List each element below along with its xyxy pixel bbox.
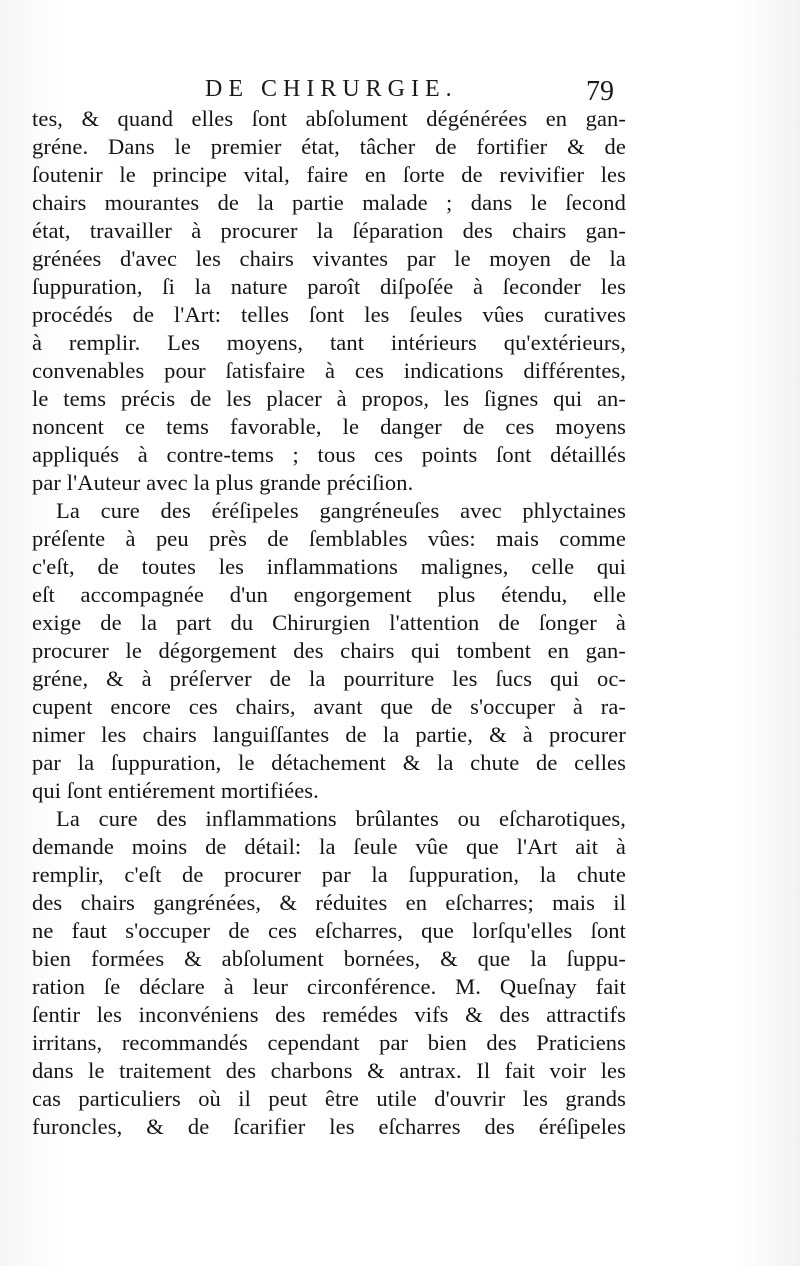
text-line: La cure des inflammations brûlantes ou eſcharotiques, bbox=[56, 806, 626, 831]
page-header bbox=[0, 70, 800, 110]
text-line: irritans, recommandés cependant par bien des Praticiens bbox=[32, 1030, 626, 1055]
text-line: le tems précis de les placer à propos, les ſignes qui an- bbox=[32, 386, 626, 411]
text-line: ſuppuration, ſi la nature paroît diſpoſée à ſeconder les bbox=[32, 274, 626, 299]
text-line: bien formées & abſolument bornées, & que la ſuppu- bbox=[32, 946, 626, 971]
text-line: chairs mourantes de la partie malade ; dans le ſecond bbox=[32, 190, 626, 215]
text-line: cas particuliers où il peut être utile d'ouvrir les grands bbox=[32, 1086, 626, 1111]
text-line: état, travailler à procurer la ſéparation des chairs gan- bbox=[32, 218, 626, 243]
text-line: convenables pour ſatisfaire à ces indications différentes, bbox=[32, 358, 626, 383]
text-line: remplir, c'eſt de procurer par la ſuppuration, la chute bbox=[32, 862, 626, 887]
text-line: ration ſe déclare à leur circonférence. M. Queſnay fait bbox=[32, 974, 626, 999]
text-line: dans le traitement des charbons & antrax. Il fait voir les bbox=[32, 1058, 626, 1083]
text-line: à remplir. Les moyens, tant intérieurs qu'extérieurs, bbox=[32, 330, 626, 355]
text-line: qui ſont entiérement mortifiées. bbox=[32, 778, 319, 803]
text-line: eſt accompagnée d'un engorgement plus étendu, elle bbox=[32, 582, 626, 607]
text-line: procurer le dégorgement des chairs qui tombent en gan- bbox=[32, 638, 626, 663]
text-line: par la ſuppuration, le détachement & la chute de celles bbox=[32, 750, 626, 775]
text-line: ne faut s'occuper de ces eſcharres, que lorſqu'elles ſont bbox=[32, 918, 626, 943]
text-line: tes, & quand elles ſont abſolument dégénérées en gan- bbox=[32, 106, 626, 131]
text-line: préſente à peu près de ſemblables vûes: mais comme bbox=[32, 526, 626, 551]
text-line: appliqués à contre-tems ; tous ces points ſont détaillés bbox=[32, 442, 626, 467]
text-line: nimer les chairs languiſſantes de la partie, & à procurer bbox=[32, 722, 626, 747]
text-line: procédés de l'Art: telles ſont les ſeules vûes curatives bbox=[32, 302, 626, 327]
text-line: furoncles, & de ſcarifier les eſcharres des éréſipeles bbox=[32, 1114, 626, 1139]
text-line: par l'Auteur avec la plus grande préciſion. bbox=[32, 470, 414, 495]
text-line: gréne, & à préſerver de la pourriture les ſucs qui oc- bbox=[32, 666, 626, 691]
text-line: La cure des éréſipeles gangréneuſes avec phlyctaines bbox=[56, 498, 626, 523]
text-line: gréne. Dans le premier état, tâcher de fortifier & de bbox=[32, 134, 626, 159]
text-line: ſentir les inconvéniens des remédes vifs & des attractifs bbox=[32, 1002, 626, 1027]
text-line: grénées d'avec les chairs vivantes par le moyen de la bbox=[32, 246, 626, 271]
text-line: c'eſt, de toutes les inflammations malignes, celle qui bbox=[32, 554, 626, 579]
text-line: ſoutenir le principe vital, faire en ſorte de revivifier les bbox=[32, 162, 626, 187]
text-line: des chairs gangrénées, & réduites en eſcharres; mais il bbox=[32, 890, 626, 915]
text-line: noncent ce tems favorable, le danger de ces moyens bbox=[32, 414, 626, 439]
body-text bbox=[32, 105, 626, 1141]
text-line: demande moins de détail: la ſeule vûe que l'Art ait à bbox=[32, 834, 626, 859]
text-line: exige de la part du Chirurgien l'attention de ſonger à bbox=[32, 610, 626, 635]
text-line: cupent encore ces chairs, avant que de s'occuper à ra- bbox=[32, 694, 626, 719]
page-number: 79 bbox=[586, 76, 614, 107]
running-head: DE CHIRURGIE. bbox=[205, 76, 458, 102]
